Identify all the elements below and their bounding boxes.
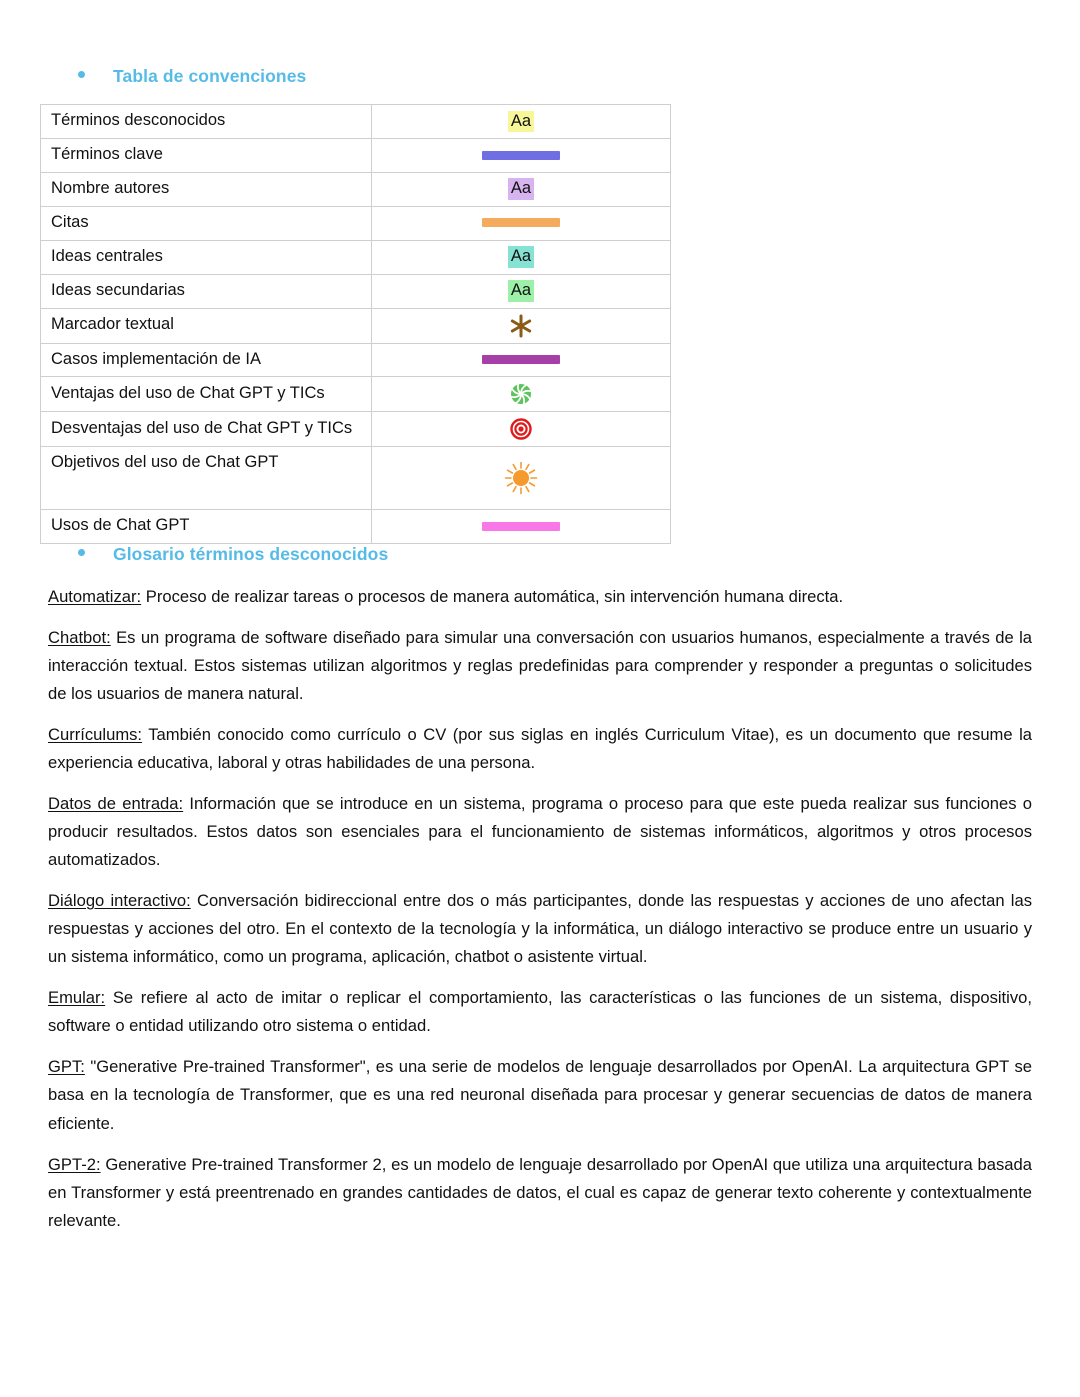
table-row: [41, 308, 671, 343]
table-row: [41, 447, 671, 510]
color-bar-sample: [482, 522, 560, 531]
glossary-definition: Generative Pre-trained Transformer 2, es un modelo de lenguaje desarrollado por OpenAI que utiliza una arquitectura basada en Transformer y está preentrenado en grandes cantidades de datos, el cual es capaz de generar texto coherente y contextualmente relevante.: [48, 1154, 1032, 1230]
convention-label: Términos clave: [41, 138, 372, 172]
convention-marker: [372, 308, 671, 343]
convention-marker: [372, 343, 671, 377]
glossary-definition: "Generative Pre-trained Transformer", es una serie de modelos de lenguaje desarrollados por OpenAI. La arquitectura GPT se basa en la tecnología de Transformer, que es una red neuronal diseñada para procesar y generar secuencias de datos de manera eficiente.: [48, 1057, 1032, 1133]
convention-marker: [372, 206, 671, 240]
table-row: [41, 206, 671, 240]
highlight-sample: Aa: [508, 246, 534, 268]
table-row: [41, 138, 671, 172]
color-bar-sample: [482, 355, 560, 364]
conventions-table-body: [41, 105, 671, 544]
table-row: [41, 172, 671, 206]
convention-label: Casos implementación de IA: [41, 343, 372, 377]
glossary-term: Chatbot:: [48, 628, 111, 648]
conventions-table: [40, 104, 671, 544]
highlight-sample: Aa: [508, 111, 534, 133]
convention-label: Desventajas del uso de Chat GPT y TICs: [41, 412, 372, 447]
glossary-entry: [48, 624, 1032, 708]
section-heading-label: Glosario términos desconocidos: [113, 544, 389, 564]
section-heading-tabla-de-convenciones: [0, 66, 306, 87]
convention-label: Ventajas del uso de Chat GPT y TICs: [41, 377, 372, 412]
section-heading-label: Tabla de convenciones: [113, 66, 307, 86]
sun-icon: [504, 470, 538, 487]
glossary-definition: Proceso de realizar tareas o procesos de manera automática, sin intervención humana directa.: [141, 587, 844, 606]
section-heading-glosario: [0, 544, 388, 565]
convention-label: Objetivos del uso de Chat GPT: [41, 447, 372, 510]
color-bar-sample: [482, 218, 560, 227]
glossary-entry: [48, 887, 1032, 971]
glossary-list: [48, 583, 1032, 1248]
convention-label: Términos desconocidos: [41, 105, 372, 139]
asterisk-icon: [508, 317, 534, 334]
glossary-definition: También conocido como currículo o CV (por sus siglas en inglés Curriculum Vitae), es un documento que resume la experiencia educativa, laboral y otras habilidades de una persona.: [48, 725, 1032, 773]
convention-label: Ideas secundarias: [41, 274, 372, 308]
table-row: [41, 274, 671, 308]
target-icon: [508, 421, 534, 438]
glossary-term: GPT-2:: [48, 1154, 101, 1174]
convention-marker: [372, 274, 671, 308]
convention-marker: [372, 377, 671, 412]
glossary-definition: Es un programa de software diseñado para simular una conversación con usuarios humanos, especialmente a través de la interacción textual. Estos sistemas utilizan algoritmos y reglas predefinidas para comprender y responder a preguntas o solicitudes de los usuarios de manera natural.: [48, 628, 1032, 704]
glossary-term: Emular:: [48, 988, 106, 1008]
table-row: [41, 412, 671, 447]
convention-label: Ideas centrales: [41, 240, 372, 274]
convention-label: Citas: [41, 206, 372, 240]
table-row: [41, 105, 671, 139]
glossary-definition: Se refiere al acto de imitar o replicar el comportamiento, las características o las funciones de un sistema, dispositivo, software o entidad utilizando otro sistema o entidad.: [48, 988, 1032, 1036]
convention-label: Nombre autores: [41, 172, 372, 206]
table-row: [41, 377, 671, 412]
convention-marker: [372, 105, 671, 139]
convention-marker: [372, 447, 671, 510]
glossary-entry: [48, 1053, 1032, 1137]
pinwheel-icon: [508, 386, 534, 403]
convention-label: Marcador textual: [41, 308, 372, 343]
table-row: [41, 343, 671, 377]
glossary-definition: Conversación bidireccional entre dos o más participantes, donde las respuestas y acciones de uno afectan las respuestas y acciones del otro. En el contexto de la tecnología y la informática, un diálogo interactivo se produce entre un usuario y un sistema informático, como un programa, aplicación, chatbot o asistente virtual.: [48, 891, 1032, 967]
glossary-entry: [48, 1151, 1032, 1235]
glossary-term: GPT:: [48, 1057, 85, 1077]
glossary-entry: [48, 583, 1032, 611]
table-row: [41, 510, 671, 544]
glossary-definition: Información que se introduce en un sistema, programa o proceso para que este pueda realizar sus funciones o producir resultados. Estos datos son esenciales para el funcionamiento de sistemas informáticos, algoritmos y otros procesos automatizados.: [48, 794, 1032, 870]
glossary-term: Diálogo interactivo:: [48, 891, 191, 911]
bullet-icon: [78, 71, 85, 78]
glossary-term: Currículums:: [48, 725, 143, 745]
convention-marker: [372, 510, 671, 544]
glossary-entry: [48, 984, 1032, 1040]
glossary-term: Datos de entrada:: [48, 794, 184, 814]
color-bar-sample: [482, 151, 560, 160]
bullet-icon: [78, 549, 85, 556]
convention-marker: [372, 172, 671, 206]
glossary-entry: [48, 790, 1032, 874]
highlight-sample: Aa: [508, 280, 534, 302]
convention-label: Usos de Chat GPT: [41, 510, 372, 544]
glossary-entry: [48, 721, 1032, 777]
convention-marker: [372, 240, 671, 274]
convention-marker: [372, 138, 671, 172]
glossary-term: Automatizar:: [48, 587, 142, 606]
convention-marker: [372, 412, 671, 447]
highlight-sample: Aa: [508, 178, 534, 200]
table-row: [41, 240, 671, 274]
